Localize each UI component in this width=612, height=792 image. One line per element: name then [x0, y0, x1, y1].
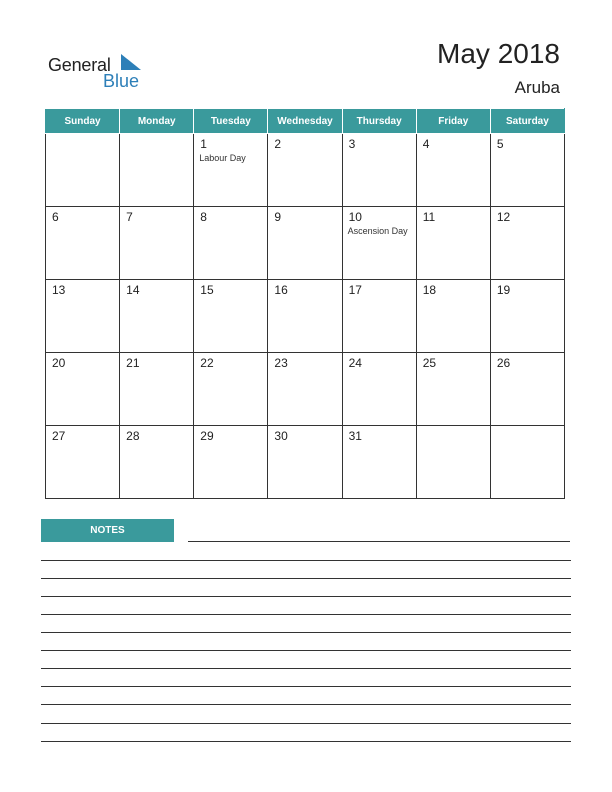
day-number: 27: [52, 429, 66, 443]
day-cell: [268, 353, 342, 426]
day-cell: [490, 353, 564, 426]
day-number: 3: [348, 137, 356, 151]
day-cell: [268, 280, 342, 353]
day-cell: [490, 280, 564, 353]
day-number: 2: [274, 137, 282, 151]
day-number: 17: [348, 283, 362, 297]
day-cell: [194, 207, 268, 280]
day-cell: [490, 134, 564, 207]
day-cell: [342, 280, 416, 353]
day-cell: [268, 134, 342, 207]
empty-day-cell: [416, 426, 490, 499]
day-cell: [490, 207, 564, 280]
empty-day-cell: [46, 134, 120, 207]
week-row: [46, 134, 565, 207]
day-number: 5: [496, 137, 504, 151]
day-cell: [194, 426, 268, 499]
weekday-header: Monday: [120, 109, 194, 134]
day-number: 22: [200, 356, 214, 370]
day-number: 21: [126, 356, 140, 370]
day-number: 24: [348, 356, 362, 370]
week-row: [46, 426, 565, 499]
day-number: 8: [200, 210, 207, 224]
weekday-header: Saturday: [490, 109, 564, 134]
day-number: 12: [496, 210, 511, 224]
note-line: [41, 578, 571, 579]
day-number: 9: [274, 210, 282, 224]
day-number: 7: [126, 210, 133, 224]
day-number: 31: [348, 429, 362, 443]
day-number: 11: [422, 210, 436, 224]
day-number: 10: [348, 210, 362, 224]
week-row: [46, 353, 565, 426]
day-cell: [342, 207, 416, 280]
note-line: [41, 560, 571, 561]
country-subtitle: Aruba: [514, 78, 560, 97]
note-line: [41, 650, 571, 651]
day-cell: [342, 134, 416, 207]
logo-text-blue: Blue: [103, 71, 140, 91]
day-cell: [194, 134, 268, 207]
month-title: May 2018: [437, 38, 560, 69]
weekday-header: Wednesday: [268, 109, 342, 134]
day-cell: [416, 353, 490, 426]
day-number: 6: [52, 210, 59, 224]
note-line: [41, 668, 571, 669]
note-line: [41, 686, 571, 687]
logo-triangle-icon: [119, 54, 143, 72]
weekday-header: Tuesday: [194, 109, 268, 134]
week-row: [46, 207, 565, 280]
day-number: 1: [200, 137, 207, 151]
day-number: 23: [274, 356, 288, 370]
day-cell: [342, 426, 416, 499]
day-number: 30: [274, 429, 288, 443]
day-number: 4: [422, 137, 430, 151]
day-cell: [416, 280, 490, 353]
day-cell: [120, 353, 194, 426]
weekday-header: Friday: [416, 109, 490, 134]
empty-day-cell: [490, 426, 564, 499]
note-line: [188, 541, 570, 542]
day-number: 20: [52, 356, 66, 370]
note-line: [41, 614, 571, 615]
day-number: 19: [496, 283, 511, 297]
day-number: 26: [496, 356, 511, 370]
general-blue-logo: [48, 52, 158, 92]
day-number: 16: [274, 283, 288, 297]
day-cell: [194, 280, 268, 353]
day-number: 18: [422, 283, 437, 297]
day-number: 13: [52, 283, 66, 297]
weekday-header: Sunday: [46, 109, 120, 134]
day-cell: [46, 207, 120, 280]
day-cell: [46, 353, 120, 426]
note-line: [41, 596, 571, 597]
empty-day-cell: [120, 134, 194, 207]
note-line: [41, 632, 571, 633]
day-cell: [268, 207, 342, 280]
day-cell: [120, 426, 194, 499]
day-cell: [342, 353, 416, 426]
logo-text-general: General: [48, 55, 111, 75]
holiday-label: Labour Day: [199, 153, 246, 163]
weekday-header-row: [46, 109, 565, 134]
holiday-label: Ascension Day: [347, 226, 408, 236]
note-line: [41, 741, 571, 742]
day-number: 25: [422, 356, 437, 370]
day-cell: [268, 426, 342, 499]
day-cell: [416, 134, 490, 207]
day-cell: [46, 280, 120, 353]
weekday-header: Thursday: [342, 109, 416, 134]
month-calendar-grid: [45, 108, 565, 499]
note-line: [41, 704, 571, 705]
day-number: 28: [126, 429, 140, 443]
notes-label: NOTES: [41, 519, 174, 542]
day-cell: [416, 207, 490, 280]
day-number: 29: [200, 429, 214, 443]
day-cell: [120, 207, 194, 280]
day-cell: [194, 353, 268, 426]
day-number: 14: [126, 283, 140, 297]
note-line: [41, 723, 571, 724]
week-row: [46, 280, 565, 353]
day-cell: [120, 280, 194, 353]
day-number: 15: [200, 283, 214, 297]
day-cell: [46, 426, 120, 499]
